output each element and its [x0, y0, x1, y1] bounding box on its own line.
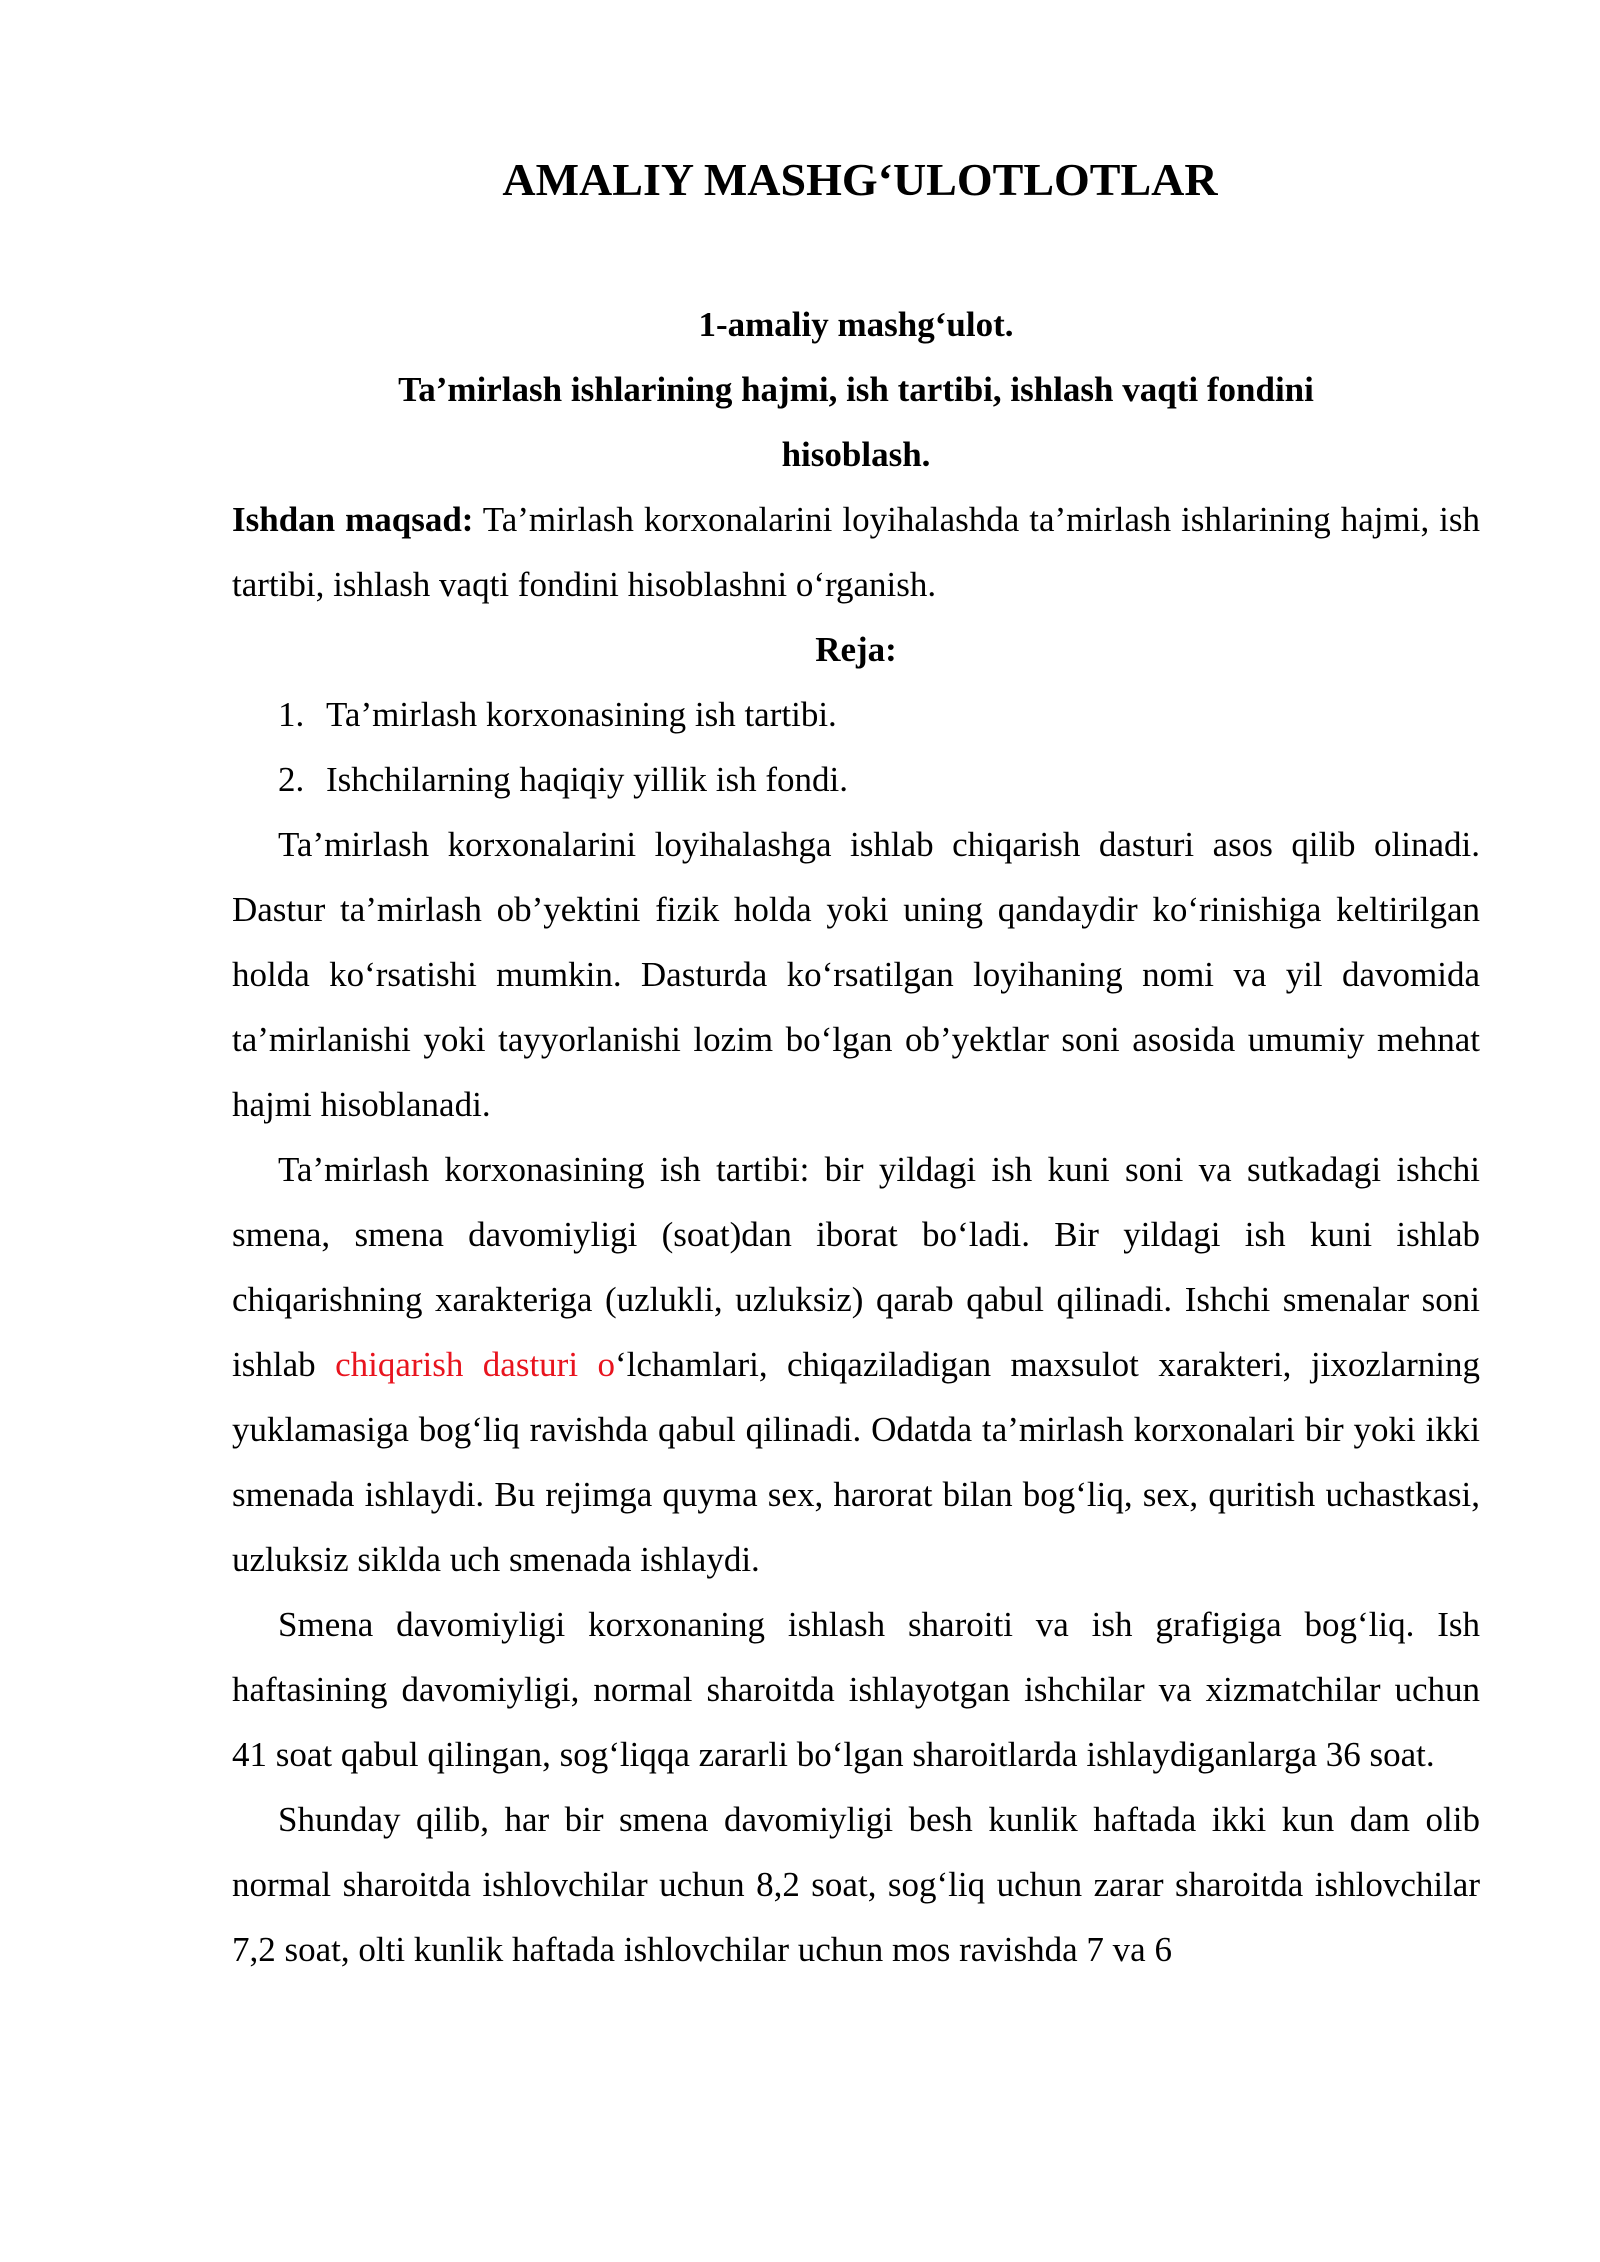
plan-item-text: Ta’mirlash korxonasining ish tartibi.	[326, 695, 837, 734]
plan-item	[232, 682, 1480, 747]
section-title-line2: hisoblash.	[781, 435, 931, 474]
plan-item-number: 1.	[278, 695, 305, 734]
plan-heading: Reja:	[815, 630, 897, 669]
paragraph-4: Shunday qilib, har bir smena davomiyligi besh kunlik haftada ikki kun dam olib normal sharoitda ishlovchilar uchun 8,2 soat, sog‘liq uchun zarar sharoitda ishlovchilar 7,2 soat, olti kunlik haftada ishlovchilar uchun mos ravishda 7 va 6	[232, 1800, 1480, 1969]
paragraph-3: Smena davomiyligi korxonaning ishlash sharoiti va ish grafigiga bog‘liq. Ish haftasining davomiyligi, normal sharoitda ishlayotgan ishchilar va xizmatchilar uchun 41 soat qabul qilingan, sog‘liqqa zararli bo‘lgan sharoitlarda ishlaydiganlarga 36 soat.	[232, 1605, 1480, 1774]
paragraph-1: Ta’mirlash korxonalarini loyihalashga ishlab chiqarish dasturi asos qilib olinadi. Dastur ta’mirlash ob’yektini fizik holda yoki uning qandaydir ko‘rinishiga keltirilgan holda ko‘rsatishi mumkin. Dasturda ko‘rsatilgan loyihaning nomi va yil davomida ta’mirlanishi yoki tayyorlanishi lozim bo‘lgan ob’yektlar soni asosida umumiy mehnat hajmi hisoblanadi.	[232, 825, 1480, 1124]
document-body	[232, 292, 1480, 1982]
plan-item-text: Ishchilarning haqiqiy yillik ish fondi.	[326, 760, 849, 799]
plan-item	[232, 747, 1480, 812]
section-number: 1-amaliy mashg‘ulot.	[698, 305, 1014, 344]
goal-paragraph	[232, 487, 1480, 617]
section-title-line1: Ta’mirlash ishlarining hajmi, ish tartibi, ishlash vaqti fondini	[398, 370, 1314, 409]
goal-text: Ta’mirlash korxonalarini loyihalashda ta’mirlash ishlarining hajmi, ish tartibi, ishlash vaqti fondini hisoblashni o‘rganish.	[232, 500, 1480, 604]
goal-label: Ishdan maqsad:	[232, 500, 474, 539]
document-title: AMALIY MASHG‘ULOTLOTLAR	[502, 154, 1218, 205]
paragraph-2	[232, 1137, 1480, 1592]
paragraph-2-text-end: ‘lchamlari, chiqaziladigan maxsulot xarakteri, jixozlarning yuklamasiga bog‘liq ravishda qabul qilinadi. Odatda ta’mirlash korxonalari bir yoki ikki smenada ishlaydi. Bu rejimga quyma sex, harorat bilan bog‘liq, sex, quritish uchastkasi, uzluksiz siklda uch smenada ishlaydi.	[232, 1345, 1480, 1579]
plan-item-number: 2.	[278, 760, 305, 799]
paragraph-2-text-start: Ta’mirlash korxonasining ish tartibi: bir yildagi ish kuni soni va sutkadagi ishchi smena, smena davomiyligi (soat)dan iborat bo‘ladi. Bir yildagi ish kuni ishlab chiqarishning xarakteriga (uzlukli, uzluksiz) qarab qabul qilinadi. Ishchi smenalar soni ishlab	[232, 1150, 1480, 1384]
plan-list	[232, 682, 1480, 812]
paragraph-2-highlight: chiqarish dasturi o	[335, 1345, 616, 1384]
